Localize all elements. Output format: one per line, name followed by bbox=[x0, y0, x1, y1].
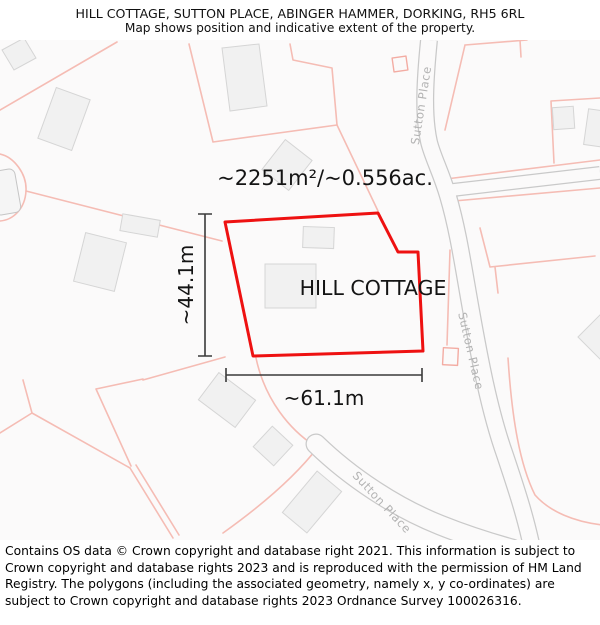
building-inside-plot bbox=[303, 226, 335, 248]
road-label-sutton-place-middle: Sutton Place bbox=[455, 310, 487, 392]
building bbox=[552, 106, 574, 129]
property-name-label: HILL COTTAGE bbox=[299, 276, 447, 300]
page-subtitle: Map shows position and indicative extent of the property. bbox=[124, 21, 476, 35]
width-dimension-label: ~61.1m bbox=[283, 386, 365, 410]
area-label: ~2251m²/~0.556ac. bbox=[217, 166, 433, 190]
footer bbox=[0, 540, 600, 625]
copyright-notice: Contains OS data © Crown copyright and database right 2021. This information is subject to Crown copyright and database rights 2023 and is reproduced with the permission of HM Land Registry. The polygons (including the associated geometry, namely x, y co-ordinates) are subject to Crown copyright and database rights 2023 Ordnance Survey 100026316. bbox=[5, 544, 582, 608]
height-dimension-label: ~44.1m bbox=[174, 244, 198, 326]
page-title: HILL COTTAGE, SUTTON PLACE, ABINGER HAMMER, DORKING, RH5 6RL bbox=[75, 6, 525, 21]
map-svg bbox=[0, 40, 600, 540]
road-label-sutton-place-top: Sutton Place bbox=[407, 65, 435, 146]
building bbox=[222, 44, 267, 111]
road-label-sutton-place-bottom: Sutton Place bbox=[349, 468, 415, 537]
header bbox=[0, 0, 600, 40]
map-canvas bbox=[0, 40, 600, 540]
